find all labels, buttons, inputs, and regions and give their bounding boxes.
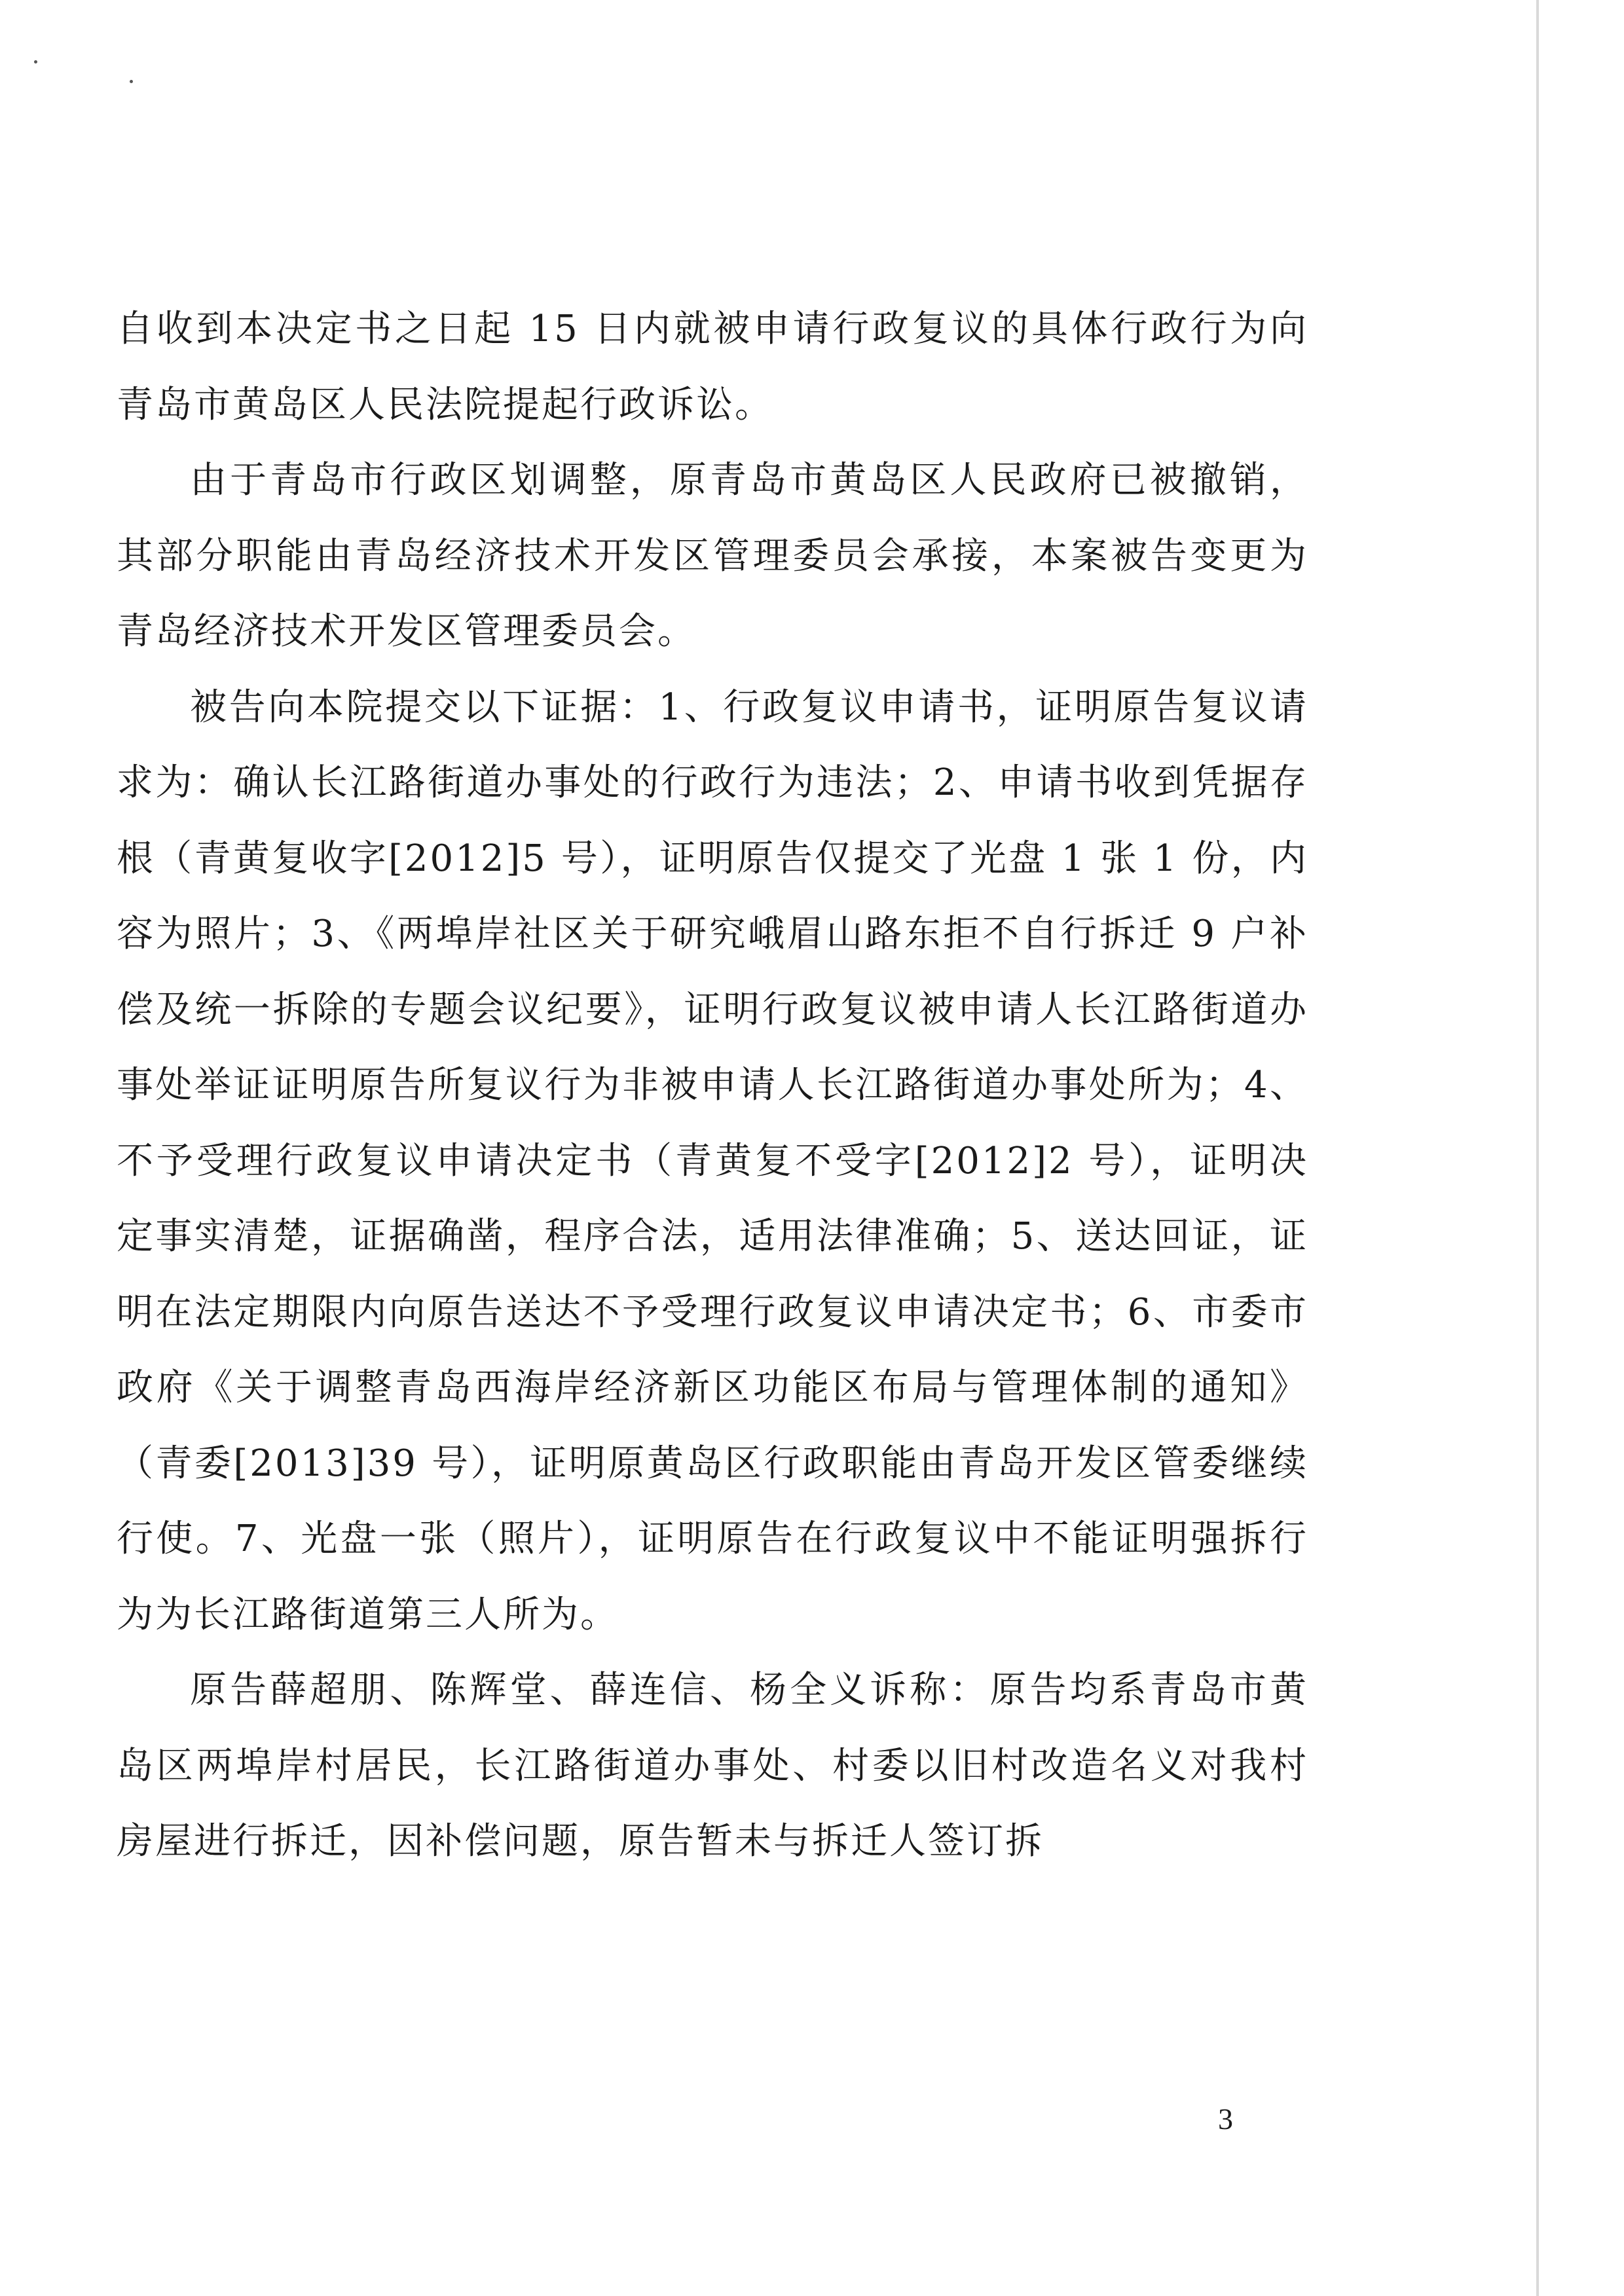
scan-edge-line: [1536, 0, 1539, 2296]
paragraph-evidence: 被告向本院提交以下证据：1、行政复议申请书，证明原告复议请求为：确认长江路街道办事处的行政行为违法；2、申请书收到凭据存根（青黄复收字[2012]5 号），证明原告仅提交了光盘 1 张 1 份，内容为照片；3、《两埠岸社区关于研究峨眉山路东拒不自行拆迁 9 户补偿及统一拆除的专题会议纪要》，证明行政复议被申请人长江路街道办事处举证证明原告所复议行为非被申请人长江路街道办事处所为；4、不予受理行政复议申请决定书（青黄复不受字[2012]2 号），证明决定事实清楚，证据确凿，程序合法，适用法律准确；5、送达回证，证明在法定期限内向原告送达不予受理行政复议申请决定书；6、市委市政府《关于调整青岛西海岸经济新区功能区布局与管理体制的通知》（青委[2013]39 号），证明原黄岛区行政职能由青岛开发区管委继续行使。7、光盘一张（照片），证明原告在行政复议中不能证明强拆行为为长江路街道第三人所为。: [117, 685, 1308, 1636]
paragraph-defendant-change: 由于青岛市行政区划调整，原青岛市黄岛区人民政府已被撤销，其部分职能由青岛经济技术开发区管理委员会承接，本案被告变更为青岛经济技术开发区管理委员会。: [117, 459, 1308, 653]
page-number: 3: [1218, 2102, 1233, 2136]
paragraph-continuation: 自收到本决定书之日起 15 日内就被申请行政复议的具体行政行为向青岛市黄岛区人民法院提起行政诉讼。: [117, 308, 1309, 426]
scan-speck: [34, 60, 37, 64]
paragraph-plaintiff-claims: 原告薛超朋、陈辉堂、薛连信、杨全义诉称：原告均系青岛市黄岛区两埠岸村居民，长江路街道办事处、村委以旧村改造名义对我村房屋进行拆迁，因补偿问题，原告暂未与拆迁人签订拆: [117, 1669, 1308, 1863]
document-body: [117, 291, 1308, 1880]
scan-speck: [130, 80, 133, 83]
